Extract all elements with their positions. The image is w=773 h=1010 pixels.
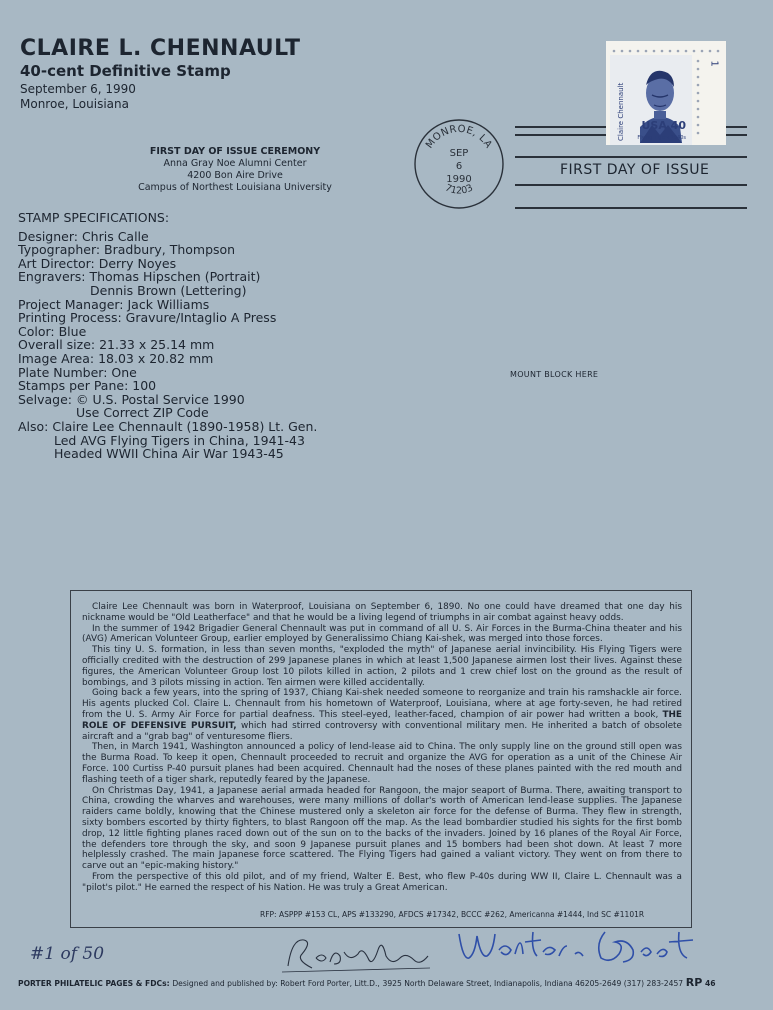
story-text: Going back a few years, into the spring of 1937, Chiang Kai-shek needed someone to reorganize and train his ramshackle air force. His agents plucked Col. Claire L. Chennault from his hometown of Waterproof, Louisiana, where at age forty-seven, he had retired from the U. S. Army Air Force for partial deafness. This steel-eyed, leather-faced, champion of air power had written a book, bbox=[82, 688, 682, 720]
cancel-line bbox=[515, 184, 747, 186]
page-subtitle: 40-cent Definitive Stamp bbox=[20, 62, 231, 80]
postmark-zip: 71203 bbox=[443, 182, 475, 197]
plate-number: 1 bbox=[708, 60, 720, 67]
ceremony-block bbox=[110, 146, 360, 194]
page-title: CLAIRE L. CHENNAULT bbox=[20, 36, 301, 61]
ceremony-line-2: 4200 Bon Aire Drive bbox=[187, 170, 283, 181]
ceremony-heading: FIRST DAY OF ISSUE CEREMONY bbox=[149, 146, 321, 157]
issue-date: September 6, 1990 bbox=[20, 82, 136, 96]
stamp-denomination: USA 40 bbox=[641, 119, 686, 132]
spec-row: Headed WWII China Air War 1943-45 bbox=[54, 446, 284, 462]
ceremony-line-3: Campus of Northest Louisiana University bbox=[138, 182, 332, 193]
spec-row: Overall size: 21.33 x 25.14 mm bbox=[18, 337, 215, 353]
cancel-line bbox=[515, 207, 747, 209]
footer-credit: Designed and published by: Robert Ford Porter, Litt.D., bbox=[172, 979, 380, 988]
postmark-month: SEP bbox=[449, 148, 469, 159]
spec-row: Engravers: Thomas Hipschen (Portrait) bbox=[18, 269, 261, 285]
postmark-day: 6 bbox=[455, 161, 463, 172]
spec-row: Color: Blue bbox=[18, 323, 87, 339]
issue-city: Monroe, Louisiana bbox=[20, 97, 129, 111]
postmark-cancel bbox=[413, 118, 505, 210]
spec-row: Typographer: Bradbury, Thompson bbox=[18, 242, 236, 258]
footer-address: 3925 North Delaware Street, Indianapolis, Indiana 46205-2649 (317) 283-2457 bbox=[382, 979, 684, 988]
cancel-line bbox=[515, 156, 747, 158]
spec-row: Also: Claire Lee Chennault (1890-1958) Lt. Gen. bbox=[18, 418, 318, 434]
spec-row: Selvage: © U.S. Postal Service 1990 bbox=[18, 391, 245, 407]
stamp-side-text: Claire Chennault bbox=[617, 82, 625, 141]
story-paragraph: In the summer of 1942 Brigadier General Chennault was put in command of all U. S. Air Forces in the Burma-China theater and his (AVG) American Volunteer Group, earlier employed by Generalissimo Chiang Kai-shek, was merged into those forces. bbox=[82, 623, 682, 645]
story-paragraph: From the perspective of this old pilot, and of my friend, Walter E. Best, who flew P-40s during WW II, Claire L. Chennault was a "pilot's pilot." He earned the respect of his Nation. He was truly a Great American. bbox=[82, 871, 682, 893]
signature-walter-best bbox=[455, 924, 695, 970]
stamp-specifications bbox=[18, 211, 317, 461]
page-number: 46 bbox=[704, 979, 716, 988]
edition-number: #1 of 50 bbox=[30, 944, 105, 964]
spec-row: Project Manager: Jack Williams bbox=[18, 296, 210, 312]
first-day-of-issue-cancel: FIRST DAY OF ISSUE bbox=[560, 162, 710, 178]
biography-text bbox=[82, 602, 682, 894]
spec-row: Image Area: 18.03 x 20.82 mm bbox=[18, 350, 214, 366]
stamp-caption: Flying Tigers 1940s bbox=[637, 135, 686, 141]
mount-block-label: MOUNT BLOCK HERE bbox=[510, 370, 599, 379]
spec-row: Dennis Brown (Lettering) bbox=[90, 282, 247, 298]
publisher-footer bbox=[18, 976, 716, 989]
story-paragraph: Claire Lee Chennault was born in Waterproof, Louisiana on September 6, 1890. No one could have dreamed that one day his nickname would be "Old Leatherface" and that he would be a living legend of triumphs in air combat against heavy odds. bbox=[82, 602, 682, 623]
footer-label: PORTER PHILATELIC PAGES & FDCs: bbox=[18, 979, 170, 988]
story-paragraph: This tiny U. S. formation, in less than seven months, "exploded the myth" of Japanese aerial invincibility. His Flying Tigers were officially credited with the destruction of 299 Japanese planes in which at least 1,500 Japanese airmen lost their lives. Against these figures, the American Volunteer Group lost 10 pilots killed in action, 2 pilots and 1 crew chief lost on the ground as the result of bombings, and 3 pilots missing in action. Ten airmen were killed accidentally. bbox=[82, 645, 682, 688]
postmark-top-text: MONROE, LA bbox=[424, 123, 495, 151]
spec-row: Designer: Chris Calle bbox=[18, 228, 149, 244]
spec-row: Plate Number: One bbox=[18, 364, 137, 380]
postmark-year: 1990 bbox=[446, 174, 472, 185]
publisher-mark: RP bbox=[685, 976, 703, 989]
catalog-references: RFP: ASPPP #153 CL, APS #133290, AFDCS #17342, BCCC #262, Americanna #1444, Ind SC #1101R bbox=[260, 910, 645, 919]
specs-heading: STAMP SPECIFICATIONS: bbox=[18, 210, 170, 225]
story-text: which had stirred controversy with conventional military men. He inherited a batch of obsolete aircraft and a "grab bag" of venturesome fliers. bbox=[82, 720, 682, 742]
spec-row: Led AVG Flying Tigers in China, 1941-43 bbox=[54, 432, 305, 448]
ceremony-line-1: Anna Gray Noe Alumni Center bbox=[163, 158, 307, 169]
spec-row: Stamps per Pane: 100 bbox=[18, 378, 157, 394]
spec-row: Art Director: Derry Noyes bbox=[18, 255, 177, 271]
signature-robert-porter bbox=[282, 928, 432, 976]
book-title: THE ROLE OF DEFENSIVE PURSUIT, bbox=[82, 709, 682, 731]
spec-row: Printing Process: Gravure/Intaglio A Press bbox=[18, 310, 277, 326]
story-paragraph: Then, in March 1941, Washington announced a policy of lend-lease aid to China. The only supply line on the ground still open was the Burma Road. To keep it open, Chennault proceeded to recruit and organize the AVG for operation as a unit of the Chinese Air Force. 100 Curtiss P-40 pursuit planes had been acquired. Chennault had the noses of these planes painted with the red mouth and flashing teeth of a tiger shark, reputedly feared by the Japanese. bbox=[82, 742, 682, 785]
spec-row: Use Correct ZIP Code bbox=[76, 405, 209, 421]
stamp-image bbox=[610, 55, 692, 145]
story-paragraph bbox=[82, 688, 682, 742]
story-paragraph: On Christmas Day, 1941, a Japanese aerial armada headed for Rangoon, the major seaport of Burma. There, awaiting transport to China, crowding the wharves and warehouses, were many millions of dollar's worth of American lend-lease supplies. The Japanese raiders came boldly, knowing that the Chinese mustered only a skeleton air force for the defense of Burma. They flew in strength, sixty bombers escorted by thirty fighters, to blast Rangoon off the map. As the lead bombardier studied his sights for the first bomb drop, 12 little fighting planes raced down out of the sun on to the backs of the invaders. Joined by 16 planes of the Royal Air Force, the defenders tore through the sky, and soon 9 Japanese pursuit planes and 15 bombers had been shot down. At least 7 more helplessly crashed. The main Japanese force scattered. The Flying Tigers had gained a valiant victory. They went on from there to carve out an "epic-making history." bbox=[82, 785, 682, 872]
